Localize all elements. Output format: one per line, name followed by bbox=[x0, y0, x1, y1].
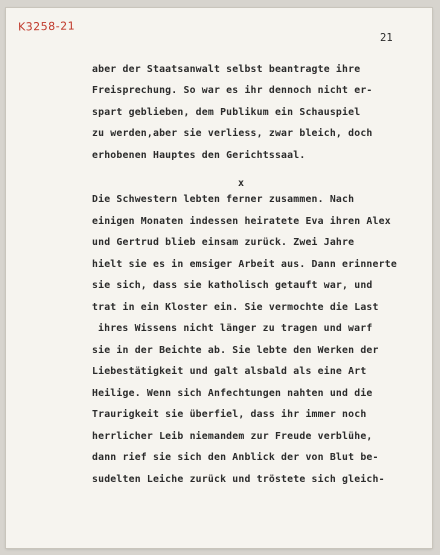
text-line: trat in ein Kloster ein. Sie vermochte die Last bbox=[92, 302, 379, 313]
text-line: Heilige. Wenn sich Anfechtungen nahten und die bbox=[92, 388, 373, 399]
text-line: sie in der Beichte ab. Sie lebte den Werken der bbox=[92, 345, 379, 356]
text-line: zu werden,aber sie verliess, zwar bleich, doch bbox=[92, 128, 373, 139]
text-line: sudelten Leiche zurück und tröstete sich gleich- bbox=[92, 474, 385, 485]
text-line: Freisprechung. So war es ihr dennoch nicht er- bbox=[92, 85, 373, 96]
text-line: ihres Wissens nicht länger zu tragen und warf bbox=[98, 323, 373, 334]
page-number: 21 bbox=[380, 32, 393, 44]
text-line: Traurigkeit sie überfiel, dass ihr immer noch bbox=[92, 409, 367, 420]
typescript-page bbox=[6, 8, 432, 548]
text-line: erhobenen Hauptes den Gerichtssaal. bbox=[92, 150, 306, 161]
text-line: und Gertrud blieb einsam zurück. Zwei Jahre bbox=[92, 237, 355, 248]
text-line: sie sich, dass sie katholisch getauft war, und bbox=[92, 280, 373, 291]
text-line: einigen Monaten indessen heiratete Eva ihren Alex bbox=[92, 216, 391, 227]
text-line: aber der Staatsanwalt selbst beantragte ihre bbox=[92, 64, 361, 75]
text-line: spart geblieben, dem Publikum ein Schauspiel bbox=[92, 107, 361, 118]
section-separator: x bbox=[238, 178, 245, 189]
text-line: dann rief sie sich den Anblick der von Blut be- bbox=[92, 452, 379, 463]
text-line: Liebestätigkeit und galt alsbald als eine Art bbox=[92, 366, 367, 377]
archive-mark: K3258-21 bbox=[17, 19, 76, 34]
text-line: Die Schwestern lebten ferner zusammen. Nach bbox=[92, 194, 355, 205]
text-line: herrlicher Leib niemandem zur Freude verblühe, bbox=[92, 431, 373, 442]
text-line: hielt sie es in emsiger Arbeit aus. Dann erinnerte bbox=[92, 259, 397, 270]
